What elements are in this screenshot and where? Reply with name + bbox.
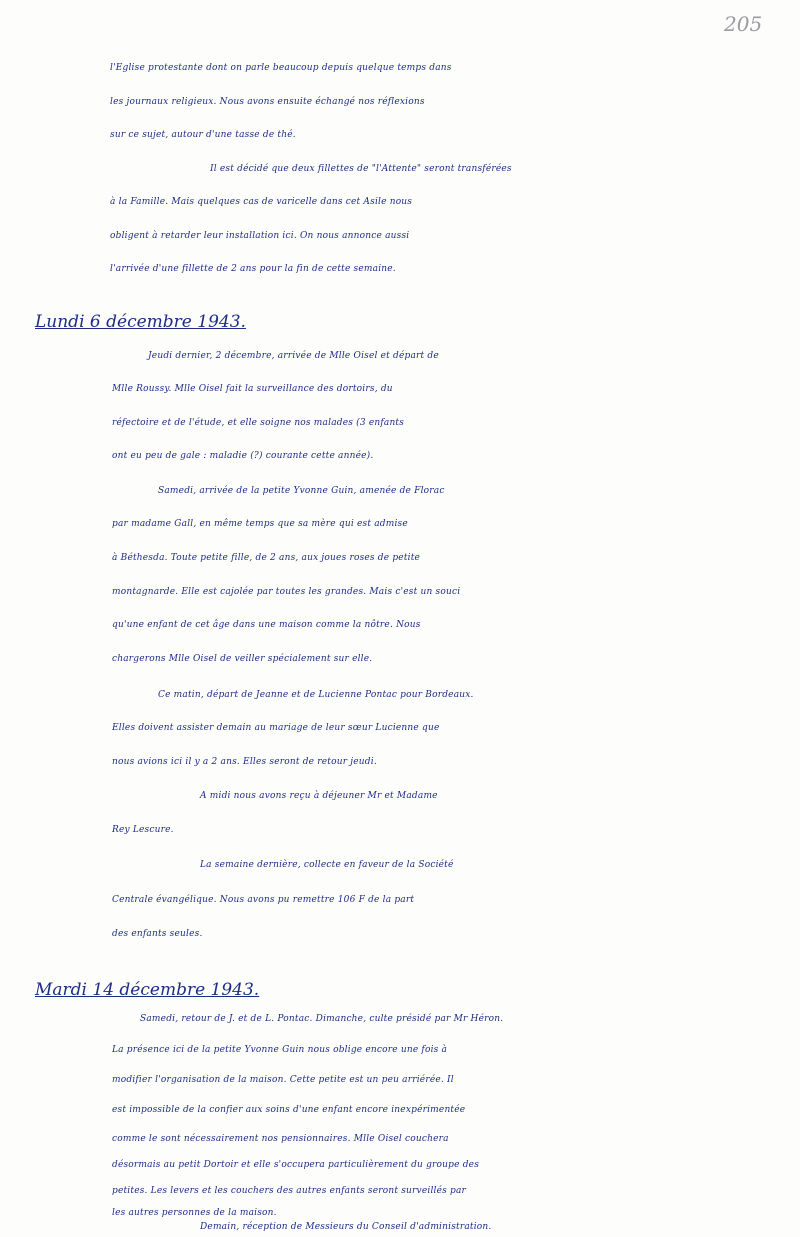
text-line: des enfants seules. (112, 929, 203, 939)
text-line: Demain, réception de Messieurs du Conseil d'administration. (200, 1222, 492, 1232)
text-line: est impossible de la confier aux soins d'une enfant encore inexpérimentée (112, 1105, 466, 1115)
text-line: Samedi, arrivée de la petite Yvonne Guin, amenée de Florac (158, 486, 445, 496)
text-line: par madame Gall, en même temps que sa mère qui est admise (112, 519, 408, 529)
text-line: modifier l'organisation de la maison. Cette petite est un peu arriérée. Il (112, 1075, 454, 1085)
text-line: l'arrivée d'une fillette de 2 ans pour la fin de cette semaine. (110, 264, 396, 274)
text-line: les autres personnes de la maison. (112, 1208, 277, 1218)
text-line: Rey Lescure. (112, 825, 174, 835)
text-line: désormais au petit Dortoir et elle s'occupera particulièrement du groupe des (112, 1160, 480, 1170)
text-line: à la Famille. Mais quelques cas de varicelle dans cet Asile nous (110, 197, 413, 207)
entry-date-heading: Lundi 6 décembre 1943. (35, 312, 246, 332)
text-line: Centrale évangélique. Nous avons pu remettre 106 F de la part (112, 895, 415, 905)
text-line: Il est décidé que deux fillettes de "l'Attente" seront transférées (210, 164, 512, 174)
text-line: Samedi, retour de J. et de L. Pontac. Dimanche, culte présidé par Mr Héron. (140, 1014, 504, 1024)
text-line: petites. Les levers et les couchers des autres enfants seront surveillés par (112, 1186, 467, 1196)
text-line: Ce matin, départ de Jeanne et de Lucienne Pontac pour Bordeaux. (158, 690, 474, 700)
text-line: l'Eglise protestante dont on parle beaucoup depuis quelque temps dans (110, 63, 452, 73)
text-line: sur ce sujet, autour d'une tasse de thé. (110, 130, 296, 140)
text-line: Jeudi dernier, 2 décembre, arrivée de Mlle Oisel et départ de (148, 351, 439, 361)
text-line: La présence ici de la petite Yvonne Guin nous oblige encore une fois à (112, 1045, 448, 1055)
text-line: réfectoire et de l'étude, et elle soigne nos malades (3 enfants (112, 418, 405, 428)
text-line: chargerons Mlle Oisel de veiller spécialement sur elle. (112, 654, 373, 664)
text-line: La semaine dernière, collecte en faveur de la Société (200, 860, 454, 870)
text-line: ont eu peu de gale : maladie (?) courante cette année). (112, 451, 374, 461)
text-line: montagnarde. Elle est cajolée par toutes les grandes. Mais c'est un souci (112, 587, 461, 597)
text-line: Mlle Roussy. Mlle Oisel fait la surveillance des dortoirs, du (112, 384, 393, 394)
text-line: A midi nous avons reçu à déjeuner Mr et Madame (200, 791, 438, 801)
text-line: les journaux religieux. Nous avons ensuite échangé nos réflexions (110, 97, 425, 107)
text-line: comme le sont nécessairement nos pensionnaires. Mlle Oisel couchera (112, 1134, 449, 1144)
page-number: 205 (724, 12, 763, 36)
text-line: Elles doivent assister demain au mariage de leur sœur Lucienne que (112, 723, 440, 733)
text-line: à Béthesda. Toute petite fille, de 2 ans, aux joues roses de petite (112, 553, 421, 563)
entry-date-heading: Mardi 14 décembre 1943. (35, 980, 260, 1000)
text-line: obligent à retarder leur installation ici. On nous annonce aussi (110, 231, 410, 241)
text-line: qu'une enfant de cet âge dans une maison comme la nôtre. Nous (112, 620, 421, 630)
text-line: nous avions ici il y a 2 ans. Elles seront de retour jeudi. (112, 757, 377, 767)
